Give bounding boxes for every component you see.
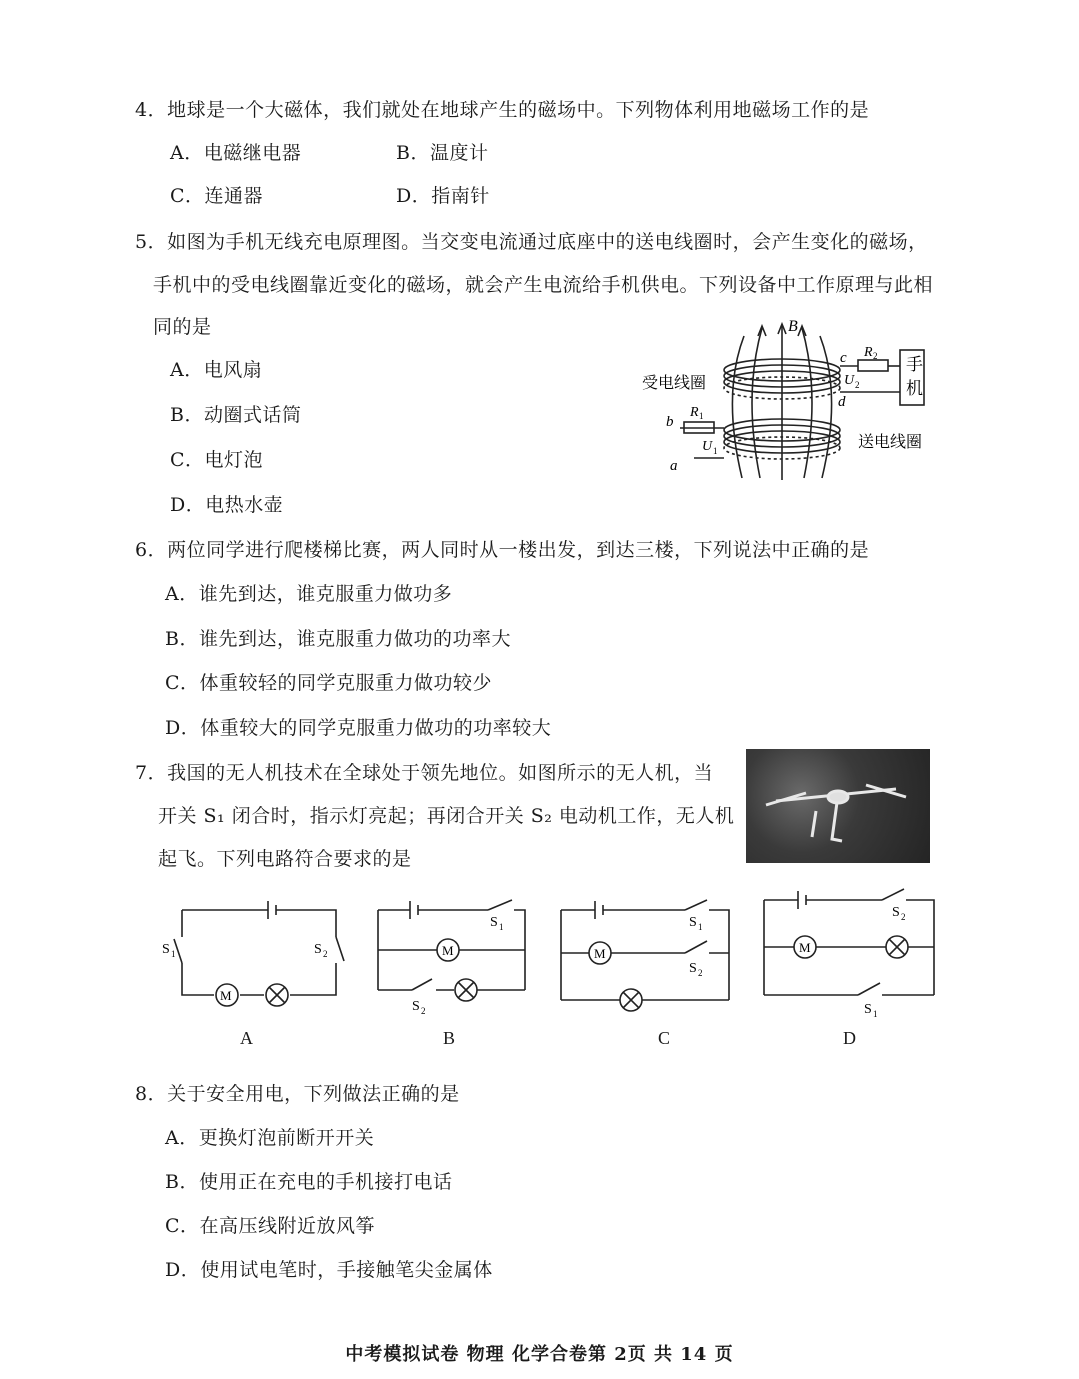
circuit-c bbox=[555, 895, 735, 1020]
send-coil-label: 送电线圈 bbox=[858, 434, 923, 451]
q8-option-d: D．使用试电笔时，手接触笔尖金属体 bbox=[165, 1259, 493, 1281]
q5-stem-line-2: 手机中的受电线圈靠近变化的磁场，就会产生电流给手机供电。下列设备中工作原理与此相 bbox=[153, 274, 934, 296]
circuit-d bbox=[758, 885, 943, 1020]
u1-subscript: 1 bbox=[713, 446, 718, 456]
circuit-a-s2-sub: 2 bbox=[323, 949, 328, 959]
q4-option-b: B．温度计 bbox=[396, 142, 489, 164]
motor-b-label: M bbox=[442, 943, 454, 958]
phone-label-2: 机 bbox=[906, 379, 923, 398]
circuit-b bbox=[370, 895, 540, 1020]
q4-option-a: A．电磁继电器 bbox=[170, 142, 302, 164]
circuit-b-s1-label: S bbox=[490, 915, 498, 930]
q5-stem-line-1: 5．如图为手机无线充电原理图。当交变电流通过底座中的送电线圈时，会产生变化的磁场， bbox=[135, 231, 928, 253]
circuit-c-label: C bbox=[658, 1028, 671, 1048]
r2-subscript: 2 bbox=[873, 351, 878, 361]
motor-d-label: M bbox=[799, 940, 811, 955]
q6-option-c: C．体重较轻的同学克服重力做功较少 bbox=[165, 672, 493, 694]
motor-c-label: M bbox=[594, 946, 606, 961]
circuit-c-s1-label: S bbox=[689, 915, 697, 930]
circuit-a-label: A bbox=[240, 1028, 253, 1048]
page-footer: 中考模拟试卷 物理 化学合卷第 2页 共 14 页 bbox=[345, 1344, 734, 1365]
drone-photo bbox=[746, 749, 930, 863]
q4-stem: 4．地球是一个大磁体，我们就处在地球产生的磁场中。下列物体利用地磁场工作的是 bbox=[135, 99, 870, 121]
q5-option-d: D．电热水壶 bbox=[170, 494, 284, 516]
circuit-c-s2-sub: 2 bbox=[698, 968, 703, 978]
u1-label: U bbox=[702, 439, 713, 454]
circuit-d-s1-label: S bbox=[864, 1002, 872, 1017]
circuit-a bbox=[160, 895, 350, 1010]
q7-stem-line-3: 起飞。下列电路符合要求的是 bbox=[158, 848, 412, 870]
q8-stem: 8．关于安全用电，下列做法正确的是 bbox=[135, 1083, 460, 1105]
circuit-d-s2-sub: 2 bbox=[901, 912, 906, 922]
q6-option-d: D．体重较大的同学克服重力做功的功率较大 bbox=[165, 717, 552, 739]
label-c: c bbox=[840, 350, 847, 366]
label-b: b bbox=[666, 414, 674, 430]
q8-option-a: A．更换灯泡前断开开关 bbox=[165, 1127, 375, 1149]
circuit-b-label: B bbox=[443, 1028, 456, 1048]
label-d: d bbox=[838, 394, 846, 410]
circuit-b-s2-sub: 2 bbox=[421, 1006, 426, 1016]
r2-label: R bbox=[864, 345, 873, 360]
label-a: a bbox=[670, 458, 678, 474]
circuit-a-s1-label: S bbox=[162, 942, 170, 957]
circuit-a-s2-label: S bbox=[314, 942, 322, 957]
q7-stem-line-1: 7．我国的无人机技术在全球处于领先地位。如图所示的无人机，当 bbox=[135, 762, 714, 784]
q4-option-d: D．指南针 bbox=[396, 185, 490, 207]
circuit-a-s1-sub: 1 bbox=[171, 949, 176, 959]
q5-option-c: C．电灯泡 bbox=[170, 449, 264, 471]
q5-option-a: A．电风扇 bbox=[170, 359, 263, 381]
circuit-b-s1-sub: 1 bbox=[499, 922, 504, 932]
circuit-c-s2-label: S bbox=[689, 961, 697, 976]
circuit-d-label: D bbox=[843, 1028, 856, 1048]
circuit-d-s1-sub: 1 bbox=[873, 1009, 878, 1019]
q6-option-a: A．谁先到达，谁克服重力做功多 bbox=[165, 583, 453, 605]
q5-option-b: B．动圈式话筒 bbox=[170, 404, 302, 426]
q8-option-c: C．在高压线附近放风筝 bbox=[165, 1215, 376, 1237]
q5-stem-line-3: 同的是 bbox=[153, 316, 212, 338]
phone-label-1: 手 bbox=[906, 355, 923, 374]
r1-label: R bbox=[690, 405, 699, 420]
motor-a-label: M bbox=[220, 988, 232, 1003]
q6-stem: 6．两位同学进行爬楼梯比赛，两人同时从一楼出发，到达三楼，下列说法中正确的是 bbox=[135, 539, 870, 561]
circuit-d-s2-label: S bbox=[892, 905, 900, 920]
wireless-charging-diagram bbox=[630, 318, 950, 488]
circuit-c-s1-sub: 1 bbox=[698, 922, 703, 932]
q7-stem-line-2: 开关 S₁ 闭合时，指示灯亮起；再闭合开关 S₂ 电动机工作，无人机 bbox=[158, 805, 735, 827]
u2-label: U bbox=[844, 373, 855, 388]
q8-option-b: B．使用正在充电的手机接打电话 bbox=[165, 1171, 453, 1193]
circuit-b-s2-label: S bbox=[412, 999, 420, 1014]
q6-option-b: B．谁先到达，谁克服重力做功的功率大 bbox=[165, 628, 511, 650]
q4-option-c: C．连通器 bbox=[170, 185, 264, 207]
r1-subscript: 1 bbox=[699, 411, 704, 421]
field-b-label: B bbox=[788, 318, 798, 335]
receive-coil-label: 受电线圈 bbox=[642, 375, 707, 392]
u2-subscript: 2 bbox=[855, 380, 860, 390]
